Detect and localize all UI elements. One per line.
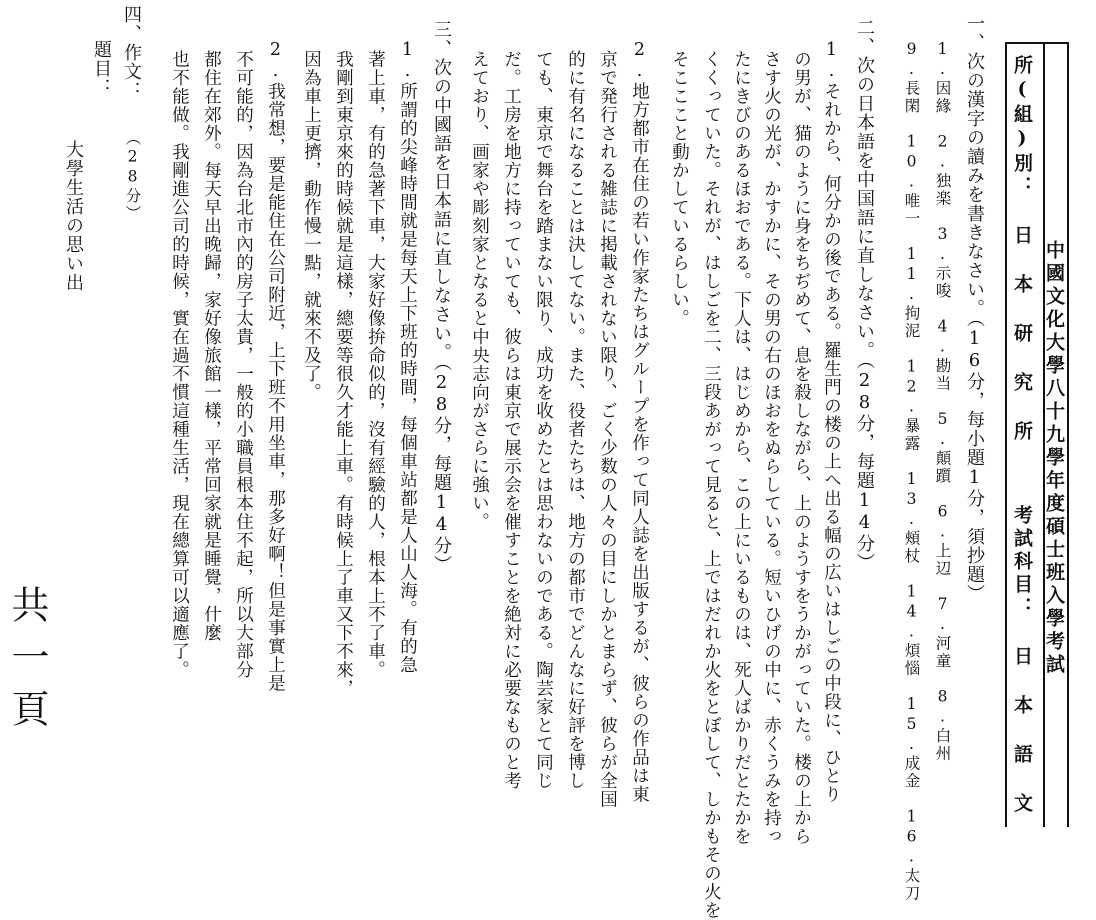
q2-p2-line-1: 2.地方都市在住の若い作家たちはグループを作って同人誌を出版するが、彼らの作品は東 [629,40,650,804]
q4-points: （28分） [123,130,142,223]
q4-topic: 大學生活の思い出 [63,140,84,292]
page-count: 共一頁 [5,585,49,741]
q2-p1-line-2: の男が、猫のように身をちぢめて、息を殺しながら、上のようすをうかがっていた。楼の上から [791,50,812,846]
exam-title: 中國文化大學八十九學年度碩士班入學考試 [1043,240,1065,677]
q2-p1-line-3: さす火の光が、かすかに、その男の右のほおをぬらしている。短いひげの中に、赤くうみを持っ [761,50,782,846]
header-box-right-border [1067,42,1069,827]
q2-p2-line-2: 京で発行される雑誌に掲載されない限り、ごく少数の人々の目にしかとまらず、彼らが全国 [597,50,618,809]
q2-p1-line-4: たにきびのあるほおである。下人は、はじめから、この上にいるものは、死人ばかりだとたかを [731,50,752,846]
q2-p2-line-5: だ。工房を地方に持っていても、彼らは東京で展示会を催すことを絶対に必要なものと考 [501,50,522,790]
q1-row-b: 9.長閑 10.唯一 11.拘泥 12.暴露 13.頰杖 14.煩惱 15.成金 16.太刀 [902,40,921,903]
q3-p1-line-3: 我剛到東京來的時候就是這樣，總要等很久才能上車。有時候上了車又下不來， [333,50,354,698]
q4-title: 四、作文： [121,5,142,100]
q2-p1-line-5: くくっていた。それが、はしごを二、三段あがって見ると、上ではだれか火をとぼして、しかもその火を [701,50,722,920]
header-box-top [1005,42,1069,44]
q4-topic-label: 題目： [91,40,112,97]
q3-p2-line-2: 不可能的，因為台北市內的房子太貴，一般的小職員根本住不起，所以大部分 [233,50,254,679]
q2-p2-line-4: ても、東京で舞台を踏まない限り、成功を收めたとは思わないのである。陶芸家とて同じ [533,50,554,790]
q3-p2-line-4: 也不能做。我剛進公司的時候，實在過不慣這種生活，現在總算可以適應了。 [169,50,190,679]
q2-p1-line-1: 1.それから、何分かの後である。羅生門の楼の上へ出る幅の広いはしごの中段に、ひとり [821,40,842,804]
q3-title: 三、次の中國語を日本語に直しなさい。（28分，每題14分） [431,20,452,574]
q3-p1-line-2: 著上車，有的急著下車，大家好像拚命似的，沒有經驗的人，根本上不了車。 [365,50,386,679]
q3-p2-line-3: 都住在郊外。每天早出晚歸，家好像旅館一樣，平常回家就是睡覺，什麼 [201,50,222,642]
header-box-left-border [1005,42,1007,827]
q3-p1-line-1: 1.所謂的尖峰時間就是每天上下班的時間，每個車站都是人山人海。有的急 [397,40,418,674]
q1-title: 一、次の漢字の讀みを書きなさい。（16分，每小題1分，須抄題） [964,14,985,603]
q3-p2-line-1: 2.我常想，要是能住在公司附近，上下班不用坐車，那多好啊！但是事實上是 [265,40,286,693]
q1-row-a: 1.因緣 2.独楽 3.示唆 4.勘当 5.顛躓 6.上辺 7.河童 8.白州 [933,40,952,763]
q2-title: 二、次の日本語を中国語に直しなさい。（28分，每題14分） [854,18,875,572]
q2-p2-line-3: 的に有名になることは決してない。また、役者たちは、地方の都市でどんなに好評を博し [565,50,586,790]
subject-label: 考試科目： 日 本 語 文 [1011,505,1033,816]
q3-p1-line-4: 因為車上更擠，動作慢一點，就來不及了。 [301,50,322,402]
department-label: 所(組)別： 日 本 研 究 所 [1011,55,1033,444]
q2-p2-line-6: えており、画家や彫刻家となると中央志向がさらに強い。 [469,50,490,531]
q2-p1-line-6: そこここと動かしているらしい。 [669,50,690,328]
